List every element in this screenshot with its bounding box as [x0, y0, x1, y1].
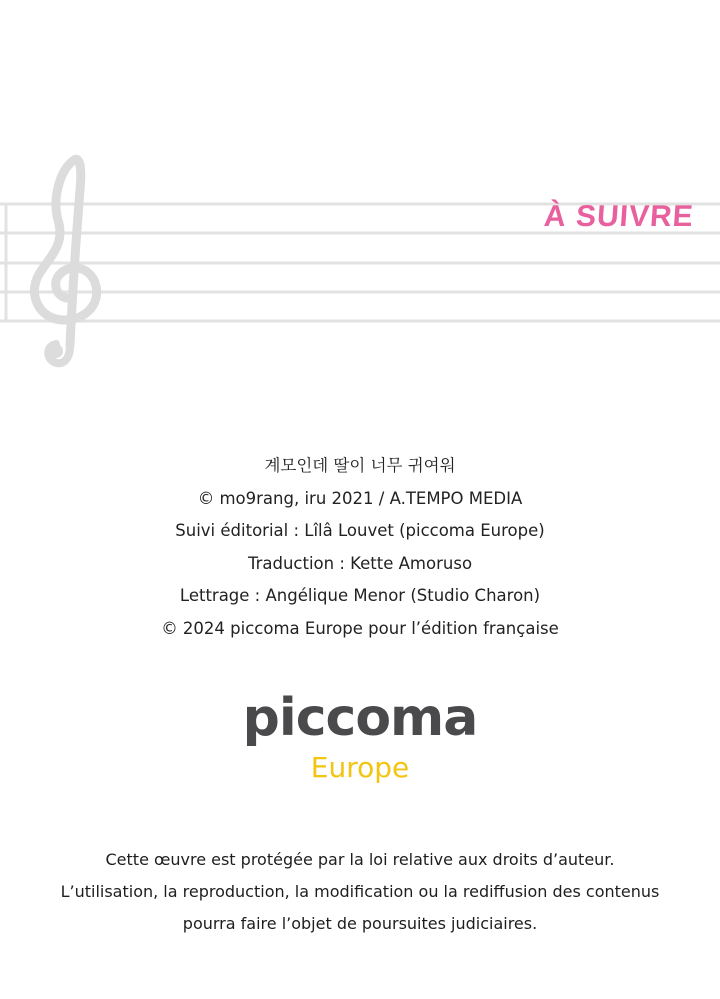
credit-copyright-french: © 2024 piccoma Europe pour l’édition française: [161, 618, 559, 638]
credit-copyright-original: © mo9rang, iru 2021 / A.TEMPO MEDIA: [197, 488, 523, 508]
notice-line: pourra faire l’objet de poursuites judiciaires.: [182, 914, 538, 933]
music-staff: [0, 150, 720, 380]
credits-block: [0, 450, 720, 645]
piccoma-europe-logo: [0, 686, 720, 786]
logo-wordmark: piccoma: [242, 688, 478, 748]
copyright-notice: [0, 844, 720, 940]
credit-original-title: 계모인데 딸이 너무 귀여워: [264, 456, 456, 475]
treble-clef-icon: [34, 159, 96, 363]
credit-lettering: Lettrage : Angélique Menor (Studio Charon): [179, 586, 541, 605]
logo-region: Europe: [310, 751, 410, 784]
notice-line: Cette œuvre est protégée par la loi relative aux droits d’auteur.: [105, 850, 615, 869]
credit-translation: Traduction : Kette Amoruso: [247, 553, 473, 573]
notice-line: L’utilisation, la reproduction, la modification ou la rediffusion des contenus: [60, 882, 660, 901]
a-suivre-label: À SUIVRE: [543, 200, 696, 233]
credit-editorial: Suivi éditorial : Lîlâ Louvet (piccoma Europe): [175, 521, 545, 540]
